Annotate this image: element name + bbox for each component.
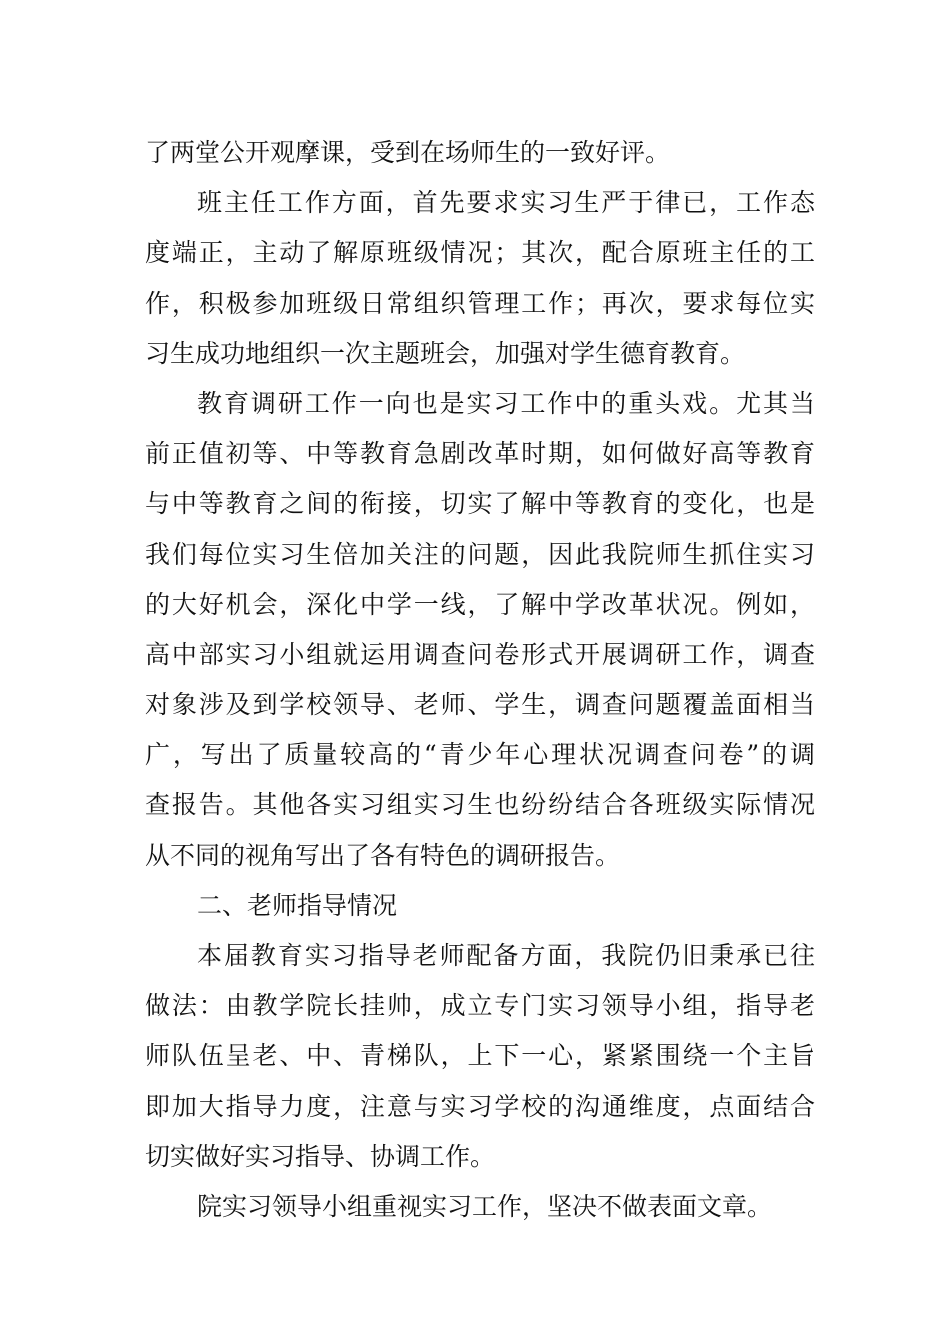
section-heading: 二、老师指导情况 xyxy=(197,890,398,920)
text-line: 习生成功地组织一次主题班会，加强对学生德育教育。 xyxy=(145,338,746,368)
text-line: 师队伍呈老、中、青梯队，上下一心，紧紧围绕一个主旨 xyxy=(145,1041,815,1071)
text-line: 即加大指导力度，注意与实习学校的沟通维度，点面结合 xyxy=(145,1091,815,1121)
text-line: 广，写出了质量较高的“青少年心理状况调查问卷”的调 xyxy=(145,740,815,770)
paragraph-start-line: 本届教育实习指导老师配备方面，我院仍旧秉承已往 xyxy=(197,941,815,970)
text-line: 度端正，主动了解原班级情况；其次，配合原班主任的工 xyxy=(145,238,815,268)
text-line: 与中等教育之间的衔接，切实了解中等教育的变化，也是 xyxy=(145,489,815,519)
paragraph-start-line: 教育调研工作一向也是实习工作中的重头戏。尤其当 xyxy=(197,388,815,418)
text-line: 做法：由教学院长挂帅，成立专门实习领导小组，指导老 xyxy=(145,991,815,1021)
text-line: 的大好机会，深化中学一线，了解中学改革状况。例如， xyxy=(145,589,815,619)
text-line: 对象涉及到学校领导、老师、学生，调查问题覆盖面相当 xyxy=(145,690,815,720)
body-text xyxy=(145,128,815,1232)
text-line: 切实做好实习指导、协调工作。 xyxy=(145,1141,496,1171)
text-line: 前正值初等、中等教育急剧改革时期，如何做好高等教育 xyxy=(145,439,815,469)
paragraph-start-line: 班主任工作方面，首先要求实习生严于律已，工作态 xyxy=(197,188,815,218)
text-line: 查报告。其他各实习组实习生也纷纷结合各班级实际情况 xyxy=(145,790,815,820)
text-line: 我们每位实习生倍加关注的问题，因此我院师生抓住实习 xyxy=(145,539,815,569)
text-line: 高中部实习小组就运用调查问卷形式开展调研工作，调查 xyxy=(145,639,815,669)
paragraph-start-line: 院实习领导小组重视实习工作，坚决不做表面文章。 xyxy=(197,1191,773,1221)
text-line: 从不同的视角写出了各有特色的调研报告。 xyxy=(145,840,621,870)
text-line: 作，积极参加班级日常组织管理工作；再次，要求每位实 xyxy=(145,288,815,318)
text-line: 了两堂公开观摩课，受到在场师生的一致好评。 xyxy=(145,138,671,167)
